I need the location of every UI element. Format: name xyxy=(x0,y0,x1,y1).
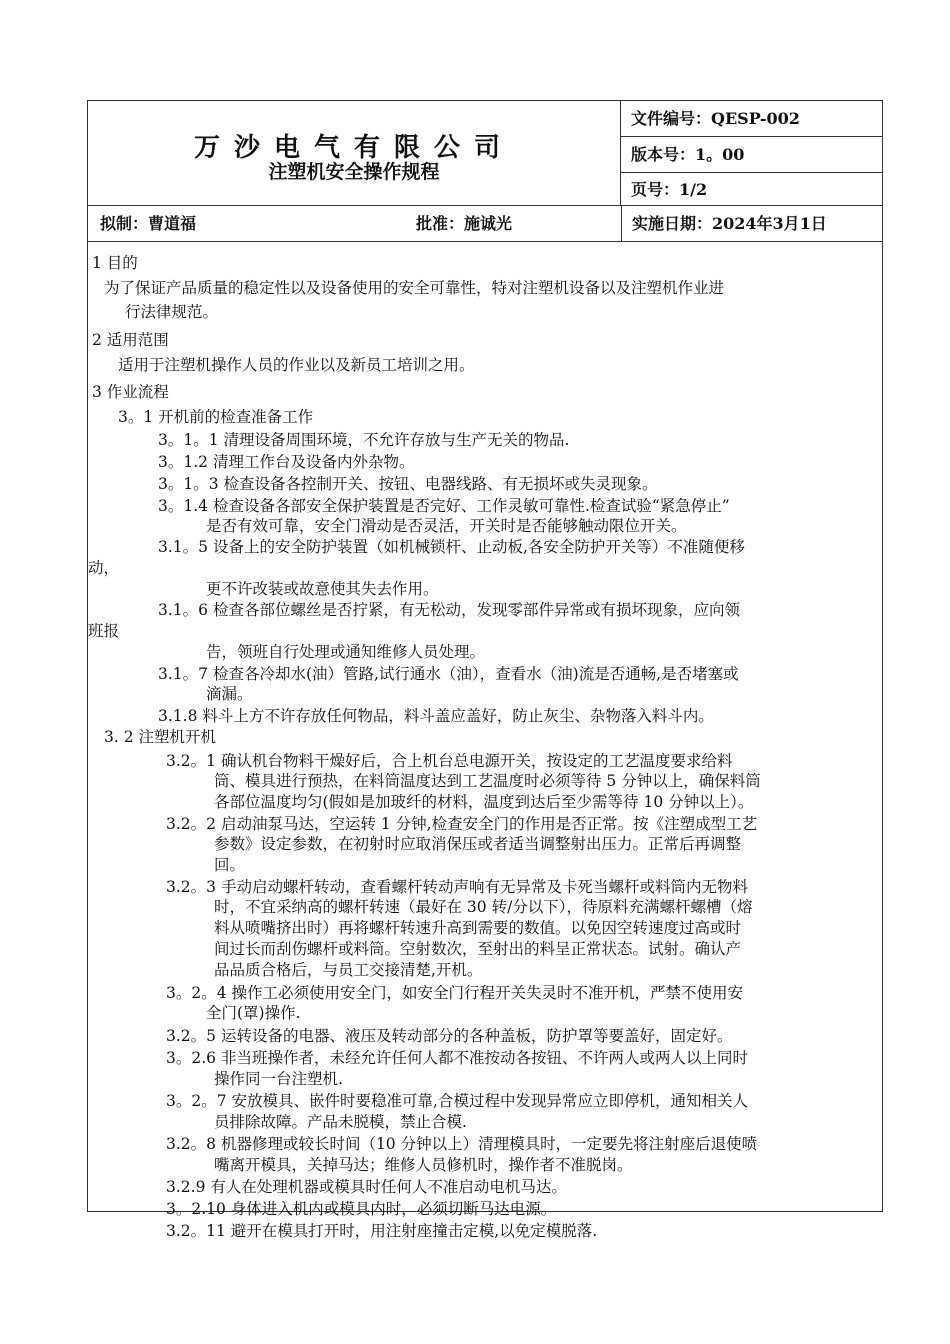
list-item-continuation: 各部位温度均匀(假如是加玻纤的材料，温度到达后至少需等待 10 分钟以上）。 xyxy=(214,793,754,811)
signoff-row xyxy=(88,206,882,242)
list-item: 3.1。5 设备上的安全防护装置（如机械锁杆、止动板,各安全防护开关等）不准随便移 xyxy=(158,538,745,556)
drafter: 拟制：曹道福 xyxy=(100,214,197,233)
approver: 批准：施诚光 xyxy=(416,214,513,233)
title-block xyxy=(88,101,621,206)
list-item-continuation: 料从喷嘴挤出时）再将螺杆转速升高到需要的数值。以免因空转速度过高或时 xyxy=(214,919,742,937)
document-title: 注塑机安全操作规程 xyxy=(268,161,440,183)
list-item: 3。1。3 检查设备各控制开关、按钮、电器线路、有无损坏或失灵现象。 xyxy=(158,475,658,493)
list-item-continuation: 告，领班自行处理或通知维修人员处理。 xyxy=(206,643,486,661)
paragraph-line: 适用于注塑机操作人员的作业以及新员工培训之用。 xyxy=(118,356,475,374)
paragraph-line: 为了保证产品质量的稳定性以及设备使用的安全可靠性，特对注塑机设备以及注塑机作业进 xyxy=(104,279,725,297)
list-item: 3。2.6 非当班操作者，未经允许任何人都不准按动各按钮、不许两人或两人以上同时 xyxy=(166,1049,748,1067)
list-item-continuation: 员排除故障。产品未脱模，禁止合模. xyxy=(214,1113,467,1131)
paragraph-line: 行法律规范。 xyxy=(125,303,219,321)
list-item: 3.2。1 确认机台物料干燥好后，合上机台总电源开关，按设定的工艺温度要求给料 xyxy=(166,752,733,770)
document-frame xyxy=(87,100,883,1240)
list-item-continuation: 班报 xyxy=(88,622,120,640)
version-number: 版本号：1。00 xyxy=(621,137,882,173)
section-heading: 2 适用范围 xyxy=(92,331,169,349)
page-number: 页号：1/2 xyxy=(621,173,882,206)
doc-number: 文件编号：QESP-002 xyxy=(621,101,882,137)
list-item-continuation: 品品质合格后，与员工交接清楚,开机。 xyxy=(214,961,483,979)
list-item: 3。1.4 检查设备各部安全保护装置是否完好、工作灵敏可靠性.检查试验“紧急停止” xyxy=(158,497,730,515)
list-item-continuation: 间过长而刮伤螺杆或料筒。空射数次，至射出的料呈正常状态。试射。确认产 xyxy=(214,940,742,958)
list-item: 3.1.8 料斗上方不许存放任何物品，料斗盖应盖好，防止灰尘、杂物落入料斗内。 xyxy=(158,707,714,725)
list-item: 3.2。11 避开在模具打开时，用注射座撞击定模,以免定模脱落. xyxy=(166,1222,598,1240)
subsection-heading: 3。1 开机前的检查准备工作 xyxy=(118,408,314,426)
list-item-continuation: 动， xyxy=(88,559,120,577)
list-item-continuation: 是否有效可靠，安全门滑动是否灵活，开关时是否能够触动限位开关。 xyxy=(206,517,687,535)
list-item-continuation: 回。 xyxy=(214,856,246,874)
effective-date: 实施日期：2024年3月1日 xyxy=(621,206,883,241)
list-item: 3.1。7 检查各冷却水(油）管路,试行通水（油），查看水（油)流是否通畅,是否堵塞或 xyxy=(158,665,739,683)
list-item: 3。1.2 清理工作台及设备内外杂物。 xyxy=(158,453,415,471)
list-item-continuation: 嘴离开模具，关掉马达；维修人员修机时，操作者不准脱岗。 xyxy=(214,1156,633,1174)
list-item: 3.2。8 机器修理或较长时间（10 分钟以上）清理模具时，一定要先将注射座后退使喷 xyxy=(166,1135,758,1153)
list-item-continuation: 更不许改装或故意使其失去作用。 xyxy=(206,580,439,598)
subsection-heading: 3. 2 注塑机开机 xyxy=(104,728,217,746)
section-heading: 3 作业流程 xyxy=(92,383,169,401)
company-name: 万沙电气有限公司 xyxy=(193,133,514,163)
list-item: 3.1。6 检查各部位螺丝是否拧紧，有无松动，发现零部件异常或有损坏现象，应向领 xyxy=(158,601,740,619)
list-item: 3。2。7 安放模具、嵌件时要稳准可靠,合模过程中发现异常应立即停机，通知相关人 xyxy=(166,1092,748,1110)
list-item-continuation: 全门(罩)操作. xyxy=(206,1004,301,1022)
document-header xyxy=(88,101,882,241)
list-item: 3.2。2 启动油泵马达，空运转 1 分钟,检查安全门的作用是否正常。按《注塑成型工艺 xyxy=(166,815,758,833)
list-item-continuation: 滴漏。 xyxy=(206,685,253,703)
list-item: 3。2。4 操作工必须使用安全门，如安全门行程开关失灵时不准开机，严禁不使用安 xyxy=(166,984,744,1002)
section-heading: 1 目的 xyxy=(92,254,138,272)
list-item: 3。1。1 清理设备周围环境，不允许存放与生产无关的物品. xyxy=(158,431,570,449)
list-item-continuation: 参数》设定参数，在初射时应取消保压或者适当调整射出压力。正常后再调整 xyxy=(214,835,742,853)
list-item-continuation: 时，不宜采纳高的螺杆转速（最好在 30 转/分以下），待原料充满螺杆螺槽（熔 xyxy=(214,898,753,916)
list-item: 3。2.10 身体进入机内或模具内时，必须切断马达电源。 xyxy=(166,1200,557,1218)
list-item: 3.2。5 运转设备的电器、液压及转动部分的各种盖板，防护罩等要盖好，固定好。 xyxy=(166,1027,733,1045)
list-item-continuation: 筒、模具进行预热，在料筒温度达到工艺温度时必须等待 5 分钟以上，确保料筒 xyxy=(214,772,761,790)
list-item: 3.2。3 手动启动螺杆转动，查看螺杆转动声响有无异常及卡死当螺杆或料筒内无物料 xyxy=(166,878,748,896)
list-item: 3.2.9 有人在处理机器或模具时任何人不准启动电机马达。 xyxy=(166,1178,567,1196)
list-item-continuation: 操作同一台注塑机. xyxy=(214,1070,343,1088)
